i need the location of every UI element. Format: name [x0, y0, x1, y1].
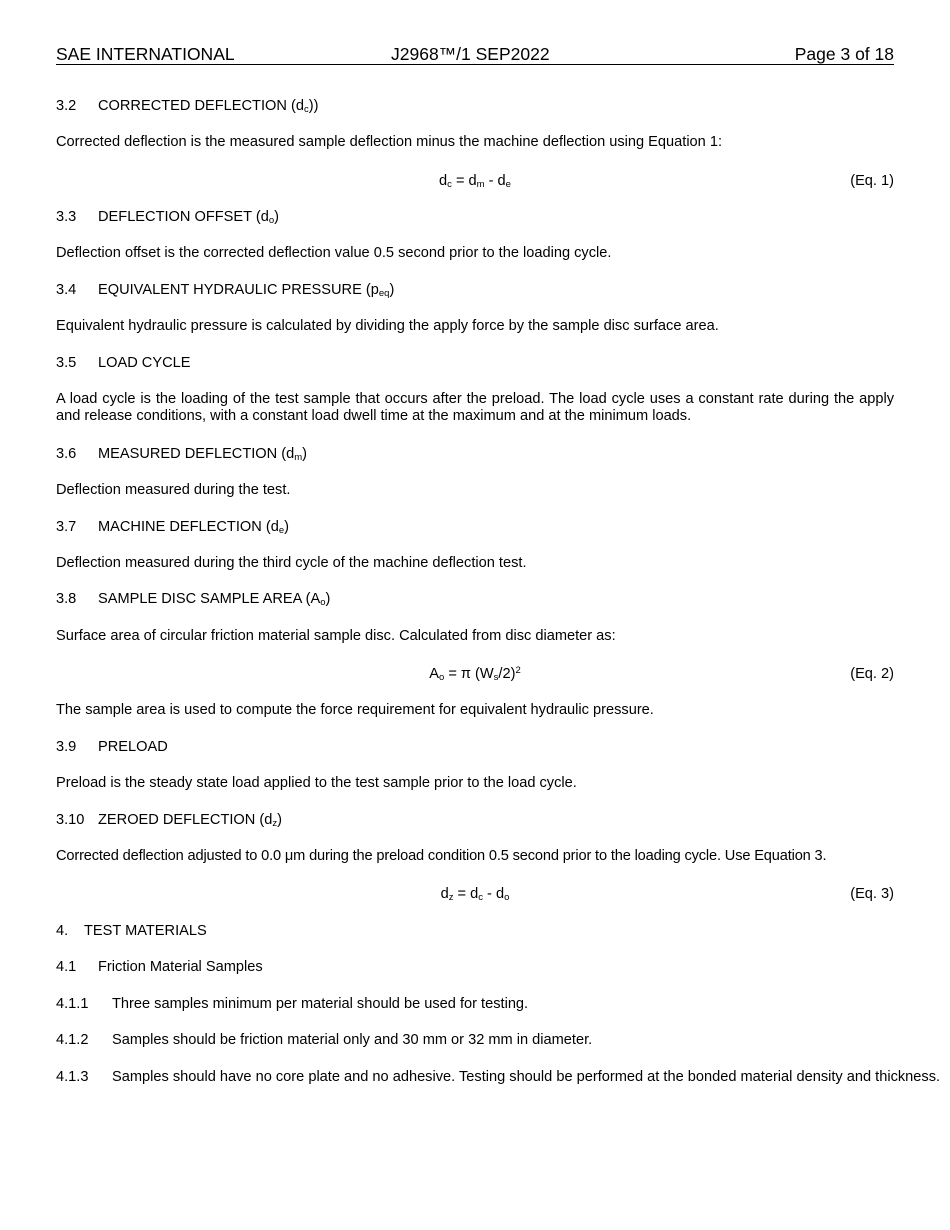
- section-heading-4-1: 4.1 Friction Material Samples: [56, 959, 263, 975]
- equation-3-formula: $d_z = d_c - d_o$: [440, 886, 510, 903]
- header-page-number: Page 3 of 18: [794, 44, 894, 64]
- equation-2: [56, 666, 894, 683]
- item-4-1-2: 4.1.2 Samples should be friction material only and 30 mm or 32 mm in diameter.: [56, 1032, 593, 1048]
- equation-3-label: (Eq. 3): [850, 886, 894, 902]
- section-heading-3-10: 3.10 ZEROED DEFLECTION $(d_z)$: [56, 812, 282, 829]
- equation-2-label: (Eq. 2): [850, 666, 894, 682]
- page-header: [56, 44, 894, 65]
- section-heading-3-6: 3.6 MEASURED DEFLECTION $(d_m)$: [56, 446, 308, 463]
- header-document-id: J2968™/1 SEP2022: [391, 44, 550, 64]
- paragraph-3-8: Surface area of circular friction material sample disc. Calculated from disc diameter as:: [56, 628, 616, 644]
- equation-3: [56, 886, 894, 903]
- equation-1-label: (Eq. 1): [850, 173, 894, 189]
- paragraph-3-8-note: The sample area is used to compute the force requirement for equivalent hydraulic pressure.: [56, 702, 654, 718]
- item-4-1-3: 4.1.3 Samples should have no core plate and no adhesive. Testing should be performed at the bonded material density and thickness.: [56, 1069, 941, 1085]
- paragraph-3-6: Deflection measured during the test.: [56, 482, 291, 498]
- paragraph-3-2: Corrected deflection is the measured sample deflection minus the machine deflection using Equation 1:: [56, 134, 723, 150]
- item-4-1-1: 4.1.1 Three samples minimum per material should be used for testing.: [56, 996, 529, 1012]
- section-heading-3-8: 3.8 SAMPLE DISC SAMPLE AREA $(A_o)$: [56, 591, 331, 608]
- paragraph-3-4: Equivalent hydraulic pressure is calculated by dividing the apply force by the sample disc surface area.: [56, 318, 719, 334]
- section-heading-3-2: 3.2 CORRECTED DEFLECTION $(d_c)$): [56, 98, 319, 115]
- paragraph-3-10: Corrected deflection adjusted to 0.0 μm during the preload condition 0.5 second prior to the loading cycle. Use Equation 3.: [56, 848, 827, 864]
- section-heading-3-7: 3.7 MACHINE DEFLECTION $(d_e)$: [56, 519, 289, 536]
- equation-2-formula: $A_o = \pi$ $(W_s/2)^2$: [429, 665, 521, 683]
- section-heading-3-9: 3.9 PRELOAD: [56, 739, 168, 755]
- section-heading-3-5: 3.5 LOAD CYCLE: [56, 355, 191, 371]
- equation-1: [56, 173, 894, 190]
- paragraph-3-5: A load cycle is the loading of the test sample that occurs after the preload. The load cycle uses a constant rate during the apply and release conditions, with a constant load dwell time at the maximum and at the minimum loads.: [56, 391, 894, 424]
- equation-1-formula: $d_c = d_m - d_e$: [439, 173, 511, 190]
- paragraph-3-9: Preload is the steady state load applied to the test sample prior to the load cycle.: [56, 775, 577, 791]
- section-heading-3-3: 3.3 DEFLECTION OFFSET $(d_o)$: [56, 209, 279, 226]
- paragraph-3-7: Deflection measured during the third cycle of the machine deflection test.: [56, 555, 527, 571]
- header-organization: SAE INTERNATIONAL: [56, 44, 235, 64]
- paragraph-3-3: Deflection offset is the corrected deflection value 0.5 second prior to the loading cycle.: [56, 245, 612, 261]
- section-heading-4: 4. TEST MATERIALS: [56, 923, 207, 939]
- section-heading-3-4: 3.4 EQUIVALENT HYDRAULIC PRESSURE $(p_{eq})$: [56, 282, 395, 299]
